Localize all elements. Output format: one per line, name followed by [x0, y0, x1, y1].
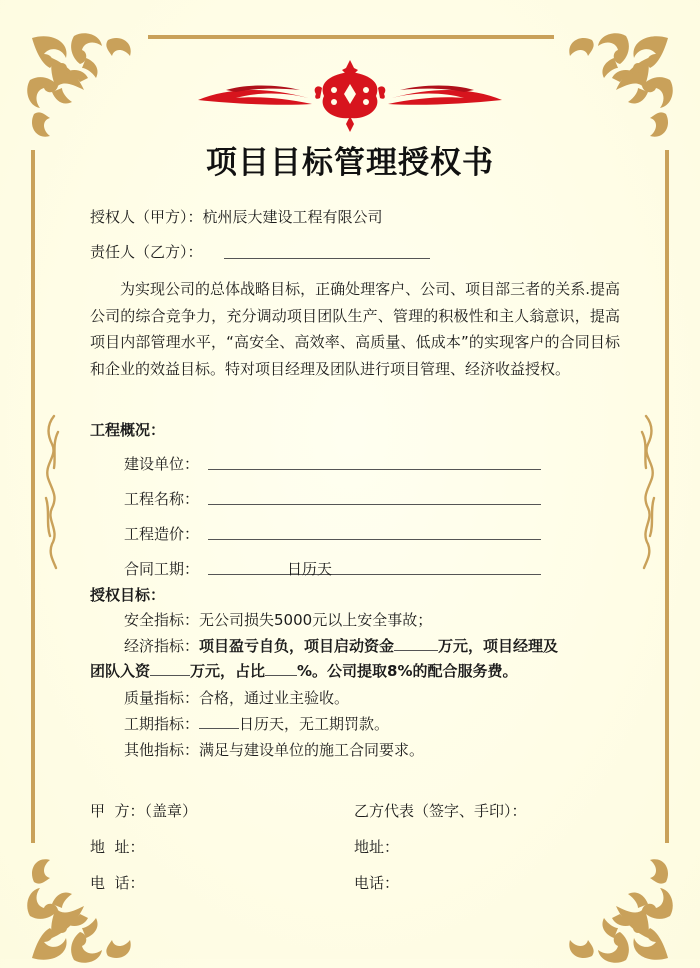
economic-text-5: %。公司提取8%的配合服务费。 [297, 662, 518, 680]
authorization-goals-heading: 授权目标： [90, 586, 166, 604]
field-label-construction-unit: 建设单位： [124, 455, 200, 473]
quality-text: 合格，通过业主验收。 [199, 689, 350, 707]
field-label-contract-period: 合同工期： [124, 560, 200, 578]
safety-text: 无公司损失5000元以上安全事故； [199, 611, 433, 629]
other-label: 其他指标： [124, 741, 200, 759]
grantee-label: 责任人（乙方）： [90, 243, 203, 261]
corner-ornament-top-left-icon [22, 28, 142, 148]
schedule-indicator-row [124, 714, 389, 734]
project-name-input-line[interactable] [208, 504, 541, 505]
red-header-ornament-icon [196, 58, 504, 132]
side-flourish-left-icon [40, 412, 64, 572]
construction-unit-input-line[interactable] [208, 469, 541, 470]
economic-indicator-row-2 [90, 661, 518, 681]
border-top-line [148, 35, 554, 39]
project-cost-input-line[interactable] [208, 539, 541, 540]
field-label-project-name: 工程名称： [124, 490, 200, 508]
grantee-input-line[interactable] [224, 258, 430, 259]
schedule-text: 日历天，无工期罚款。 [239, 715, 390, 733]
party-b-address-label: 地址： [354, 838, 400, 856]
party-b-phone-label: 电话： [354, 874, 400, 892]
economic-text-4: 万元，占比 [190, 662, 266, 680]
safety-indicator-row [124, 610, 432, 630]
schedule-days-blank[interactable] [199, 714, 239, 729]
project-overview-heading: 工程概况： [90, 421, 166, 439]
team-investment-blank[interactable] [150, 661, 190, 676]
safety-label: 安全指标： [124, 611, 200, 629]
grantee-row [90, 242, 203, 262]
corner-ornament-top-right-icon [558, 28, 678, 148]
border-left-line [31, 150, 35, 843]
intro-paragraph: 为实现公司的总体战略目标，正确处理客户、公司、项目部三者的关系.提高公司的综合竞争力，充分调动项目团队生产、管理的积极性和主人翁意识，提高项目内部管理水平，“高安全、高效率、高质量、低成本”的实现客户的合同目标和企业的效益目标。特对项目经理及团队进行项目管理、经济收益授权。 [90, 280, 620, 378]
quality-label: 质量指标： [124, 689, 200, 707]
party-a-seal-label: 甲 方：（盖章） [90, 802, 198, 820]
contract-period-input-line[interactable] [208, 574, 541, 575]
economic-text-3: 团队入资 [90, 662, 151, 680]
schedule-label: 工期指标： [124, 715, 200, 733]
economic-text-2: 万元，项目经理及 [438, 637, 559, 655]
economic-indicator-row [124, 636, 558, 656]
other-text: 满足与建设单位的施工合同要求。 [199, 741, 425, 759]
party-b-signature-label: 乙方代表（签字、手印）： [354, 802, 527, 820]
startup-fund-blank[interactable] [394, 636, 438, 651]
party-a-address-label: 地 址： [90, 838, 145, 856]
grantor-value: 杭州辰大建设工程有限公司 [202, 208, 383, 226]
grantor-label: 授权人（甲方）： [90, 208, 203, 226]
corner-ornament-bottom-left-icon [22, 848, 142, 968]
field-label-project-cost: 工程造价： [124, 525, 200, 543]
other-indicator-row [124, 740, 424, 760]
economic-text-1: 项目盈亏自负，项目启动资金 [199, 637, 395, 655]
share-percent-blank[interactable] [265, 661, 297, 676]
grantor-row [90, 207, 383, 227]
border-right-line [665, 150, 669, 843]
corner-ornament-bottom-right-icon [558, 848, 678, 968]
economic-label: 经济指标： [124, 637, 200, 655]
party-a-phone-label: 电 话： [90, 874, 145, 892]
side-flourish-right-icon [636, 412, 660, 572]
document-title: 项目目标管理授权书 [206, 145, 494, 181]
contract-period-suffix: 日历天 [287, 560, 333, 578]
quality-indicator-row [124, 688, 349, 708]
